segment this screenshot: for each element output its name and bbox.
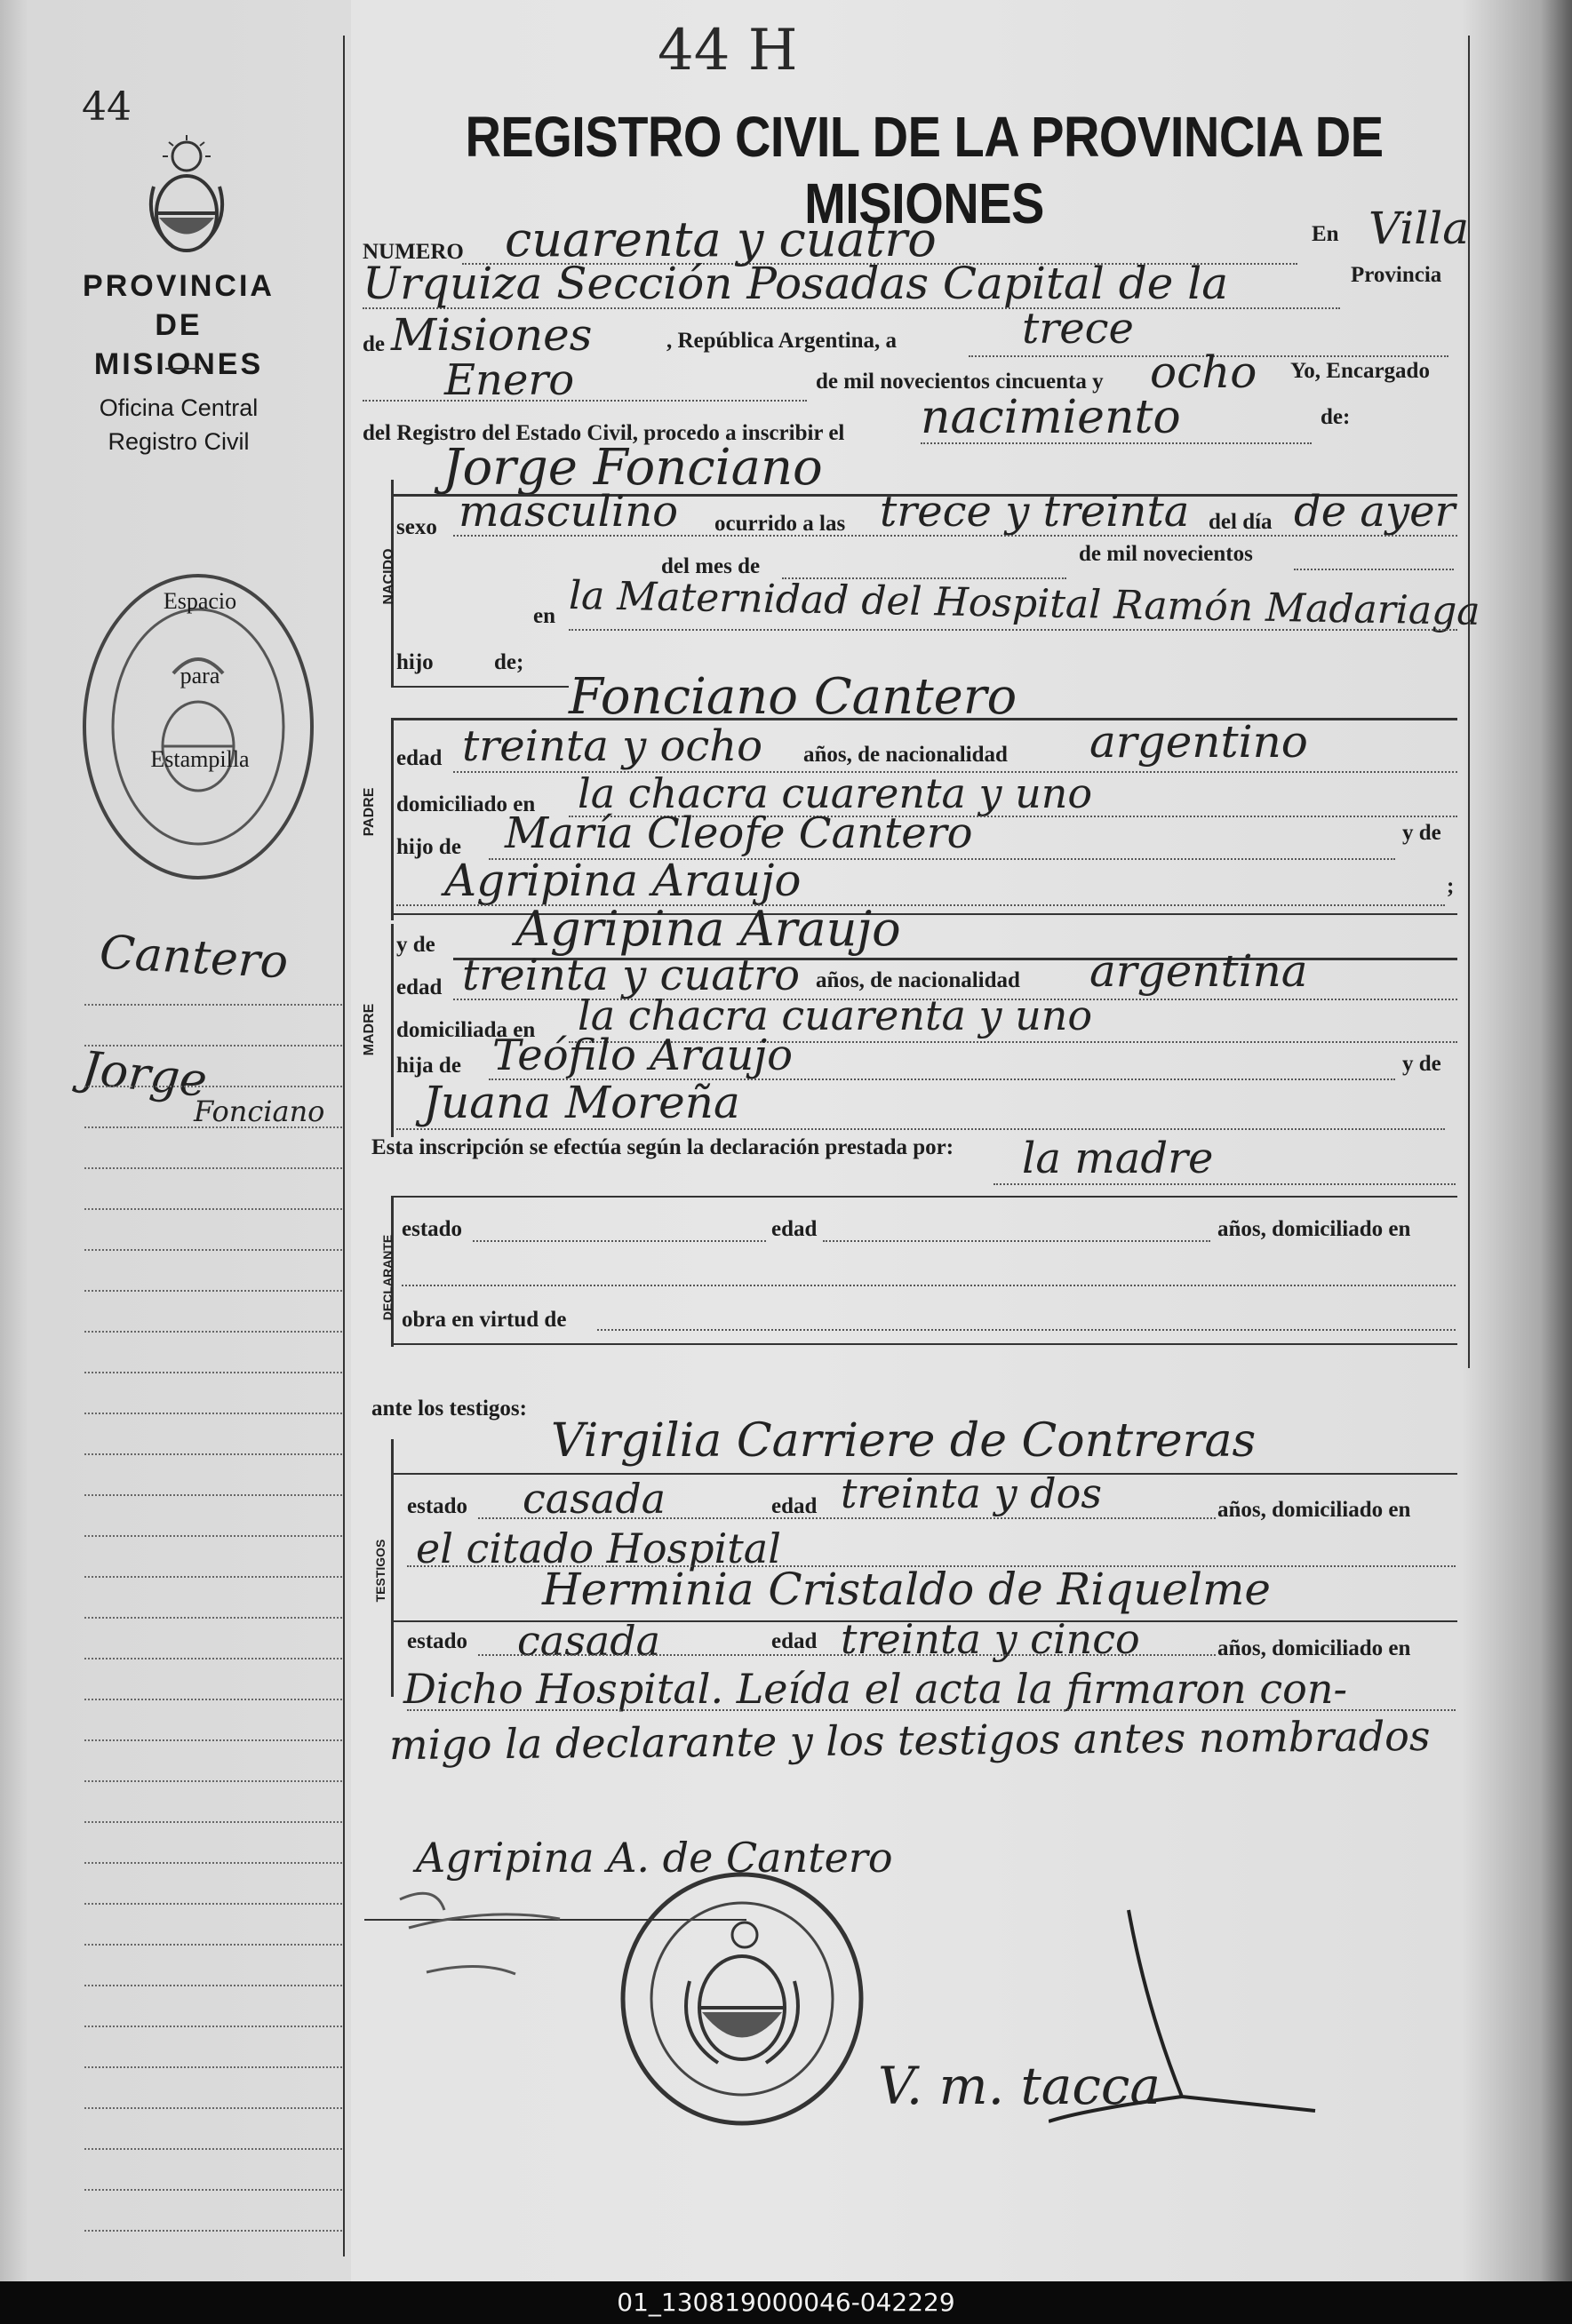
stub-ruled-line: [84, 1903, 342, 1905]
day-value: trece: [1022, 304, 1134, 354]
declarante-edad-dotline: [823, 1240, 1210, 1242]
file-id-footer: 01_130819000046-042229: [0, 2281, 1572, 2324]
declarante-side-label: DECLARANTE: [380, 1234, 395, 1321]
padre-name: Fonciano Cantero: [569, 668, 1017, 726]
place-value: la Maternidad del Hospital Ramón Madariaga: [568, 573, 1480, 634]
declarante-edad-label: edad: [771, 1217, 818, 1241]
madre-nac-label: años, de nacionalidad: [816, 968, 1020, 992]
stub-province-name: PROVINCIA DE MISIONES: [83, 269, 275, 381]
en-label: En: [1312, 222, 1339, 246]
testigos-bracket: [391, 1439, 394, 1697]
padre-nac-value: argentino: [1089, 716, 1308, 768]
signature-declarante: Agripina A. de Cantero: [416, 1834, 893, 1882]
hora-value: trece y treinta: [880, 487, 1190, 537]
act-value: nacimiento: [921, 391, 1181, 444]
declarante-by: la madre: [1022, 1134, 1214, 1183]
place-dotline: [569, 629, 1457, 631]
stub-ruled-line: [84, 2148, 342, 2150]
stub-note-middlename: Fonciano: [194, 1094, 325, 1128]
declarante-dom-dotline: [402, 1285, 1456, 1286]
stub-ruled-line: [84, 2107, 342, 2109]
padre-semicolon: ;: [1447, 874, 1455, 898]
act-dotline: [921, 442, 1312, 444]
novecientos-label: de mil novecientos: [1079, 542, 1253, 566]
stub-page-number: 44: [82, 84, 132, 130]
testigo2-edad-label: edad: [771, 1629, 818, 1653]
signature-officer: V. m. tacca: [878, 2056, 1161, 2116]
year-value: ocho: [1150, 346, 1257, 398]
novecientos-dotline: [1294, 569, 1454, 570]
nacido-side-label: NACIDO: [381, 548, 396, 605]
padre-side-label: PADRE: [362, 787, 377, 837]
stub-ruled-line: [84, 1249, 342, 1251]
numero-value: cuarenta y cuatro: [505, 211, 937, 267]
province-value: Misiones: [391, 309, 593, 361]
padre-dom-value: la chacra cuarenta y uno: [578, 769, 1093, 817]
stub-ruled-line: [84, 1658, 342, 1659]
stub-ruled-line: [84, 1944, 342, 1946]
padre-nac-label: años, de nacionalidad: [803, 743, 1008, 767]
stub-border: [343, 36, 345, 2256]
padre-dom-label: domiciliado en: [396, 792, 536, 816]
testigo1-estado-dotline: [478, 1517, 1216, 1519]
testigo1-dom: el citado Hospital: [416, 1524, 781, 1572]
stub-ruled-line: [84, 1780, 342, 1782]
encargado-label: Yo, Encargado: [1290, 359, 1430, 383]
declarante-estado-label: estado: [402, 1217, 463, 1241]
madre-dom-value: la chacra cuarenta y uno: [578, 991, 1093, 1039]
stub-ruled-line: [84, 1167, 342, 1169]
stub-ruled-line: [84, 1453, 342, 1455]
madre-yde-label: y de: [396, 933, 435, 957]
madre-mother-value: Juana Moreña: [423, 1077, 740, 1128]
stub-divider: [165, 368, 201, 370]
stub-ruled-line: [84, 1699, 342, 1700]
stub-ruled-line: [84, 2066, 342, 2068]
padre-hijo-label: hijo de: [396, 835, 461, 859]
ocurrido-label: ocurrido a las: [714, 512, 846, 536]
testigo2-estado: casada: [517, 1617, 661, 1665]
testigo2-name: Herminia Cristaldo de Riquelme: [542, 1564, 1272, 1615]
stub-ruled-line: [84, 1535, 342, 1537]
declarante-intro: Esta inscripción se efectúa según la declaración prestada por:: [371, 1135, 954, 1159]
sexo-label: sexo: [396, 515, 437, 539]
madre-yde2-label: y de: [1402, 1052, 1441, 1076]
provincia-label: Provincia: [1351, 263, 1442, 287]
declarante-obra-label: obra en virtud de: [402, 1308, 567, 1332]
padre-bracket: [391, 718, 394, 920]
location-value: Urquiza Sección Posadas Capital de la: [363, 258, 1229, 309]
hijo-label: hijo: [396, 650, 434, 674]
testigo2-estado-dotline: [478, 1654, 1216, 1656]
signature-scribble: [382, 1874, 631, 2008]
registro-label: del Registro del Estado Civil, procedo a inscribir el: [363, 421, 845, 445]
de-colon-label: de:: [1321, 405, 1351, 429]
stub-ruled-line: [84, 1045, 342, 1047]
stub-ruled-line: [84, 1821, 342, 1823]
stub-ruled-line: [84, 1739, 342, 1741]
madre-bracket: [391, 924, 394, 1137]
padre-edad-label: edad: [396, 746, 443, 770]
stub-ruled-line: [84, 1494, 342, 1496]
stub-ruled-line: [84, 1086, 342, 1087]
declarante-estado-dotline: [473, 1240, 766, 1242]
stub-ruled-line: [84, 2026, 342, 2027]
hijo-rule: [391, 686, 569, 688]
testigo1-anos-label: años, domiciliado en: [1217, 1498, 1411, 1522]
stub-ruled-line: [84, 1126, 342, 1128]
padre-mother-value: Agripina Araujo: [444, 855, 802, 906]
stub-ruled-line: [84, 1413, 342, 1414]
testigos-closing: migo la declarante y los testigos antes nombrados: [388, 1711, 1431, 1770]
month-dotline: [363, 400, 807, 402]
stub-note-firstname: Jorge: [79, 1041, 210, 1109]
de-label: de: [363, 332, 385, 356]
stub-ruled-line: [84, 2230, 342, 2232]
numero-label: NUMERO: [363, 240, 464, 264]
dia-value: de ayer: [1294, 487, 1456, 537]
stub-ruled-line: [84, 1290, 342, 1292]
declarante-bottom-rule: [391, 1343, 1457, 1345]
stub-ruled-line: [84, 1617, 342, 1619]
madre-edad-label: edad: [396, 975, 443, 999]
nacido-name: Jorge Fonciano: [443, 439, 823, 497]
declarante-by-dotline: [993, 1183, 1456, 1185]
sexo-dotline: [453, 535, 1457, 537]
en-place-label: en: [533, 604, 555, 628]
stub-note-surname: Cantero: [98, 926, 290, 990]
coat-of-arms-icon: [147, 133, 227, 258]
en-value: Villa: [1369, 203, 1470, 254]
sexo-value: masculino: [459, 487, 679, 537]
month-value: Enero: [444, 355, 575, 405]
testigo1-edad: treinta y dos: [841, 1469, 1102, 1517]
declarante-anos-label: años, domiciliado en: [1217, 1217, 1411, 1241]
testigo2-estado-label: estado: [407, 1629, 468, 1653]
stub-ruled-line: [84, 1985, 342, 1986]
mes-label: del mes de: [661, 554, 761, 578]
madre-name: Agripina Araujo: [515, 901, 901, 957]
madre-hija-label: hija de: [396, 1054, 461, 1078]
madre-dom-label: domiciliada en: [396, 1018, 536, 1042]
testigo2-edad: treinta y cinco: [841, 1615, 1140, 1663]
declarante-top-rule: [391, 1196, 1457, 1198]
stub-ruled-line: [84, 2189, 342, 2191]
padre-yde-label: y de: [1402, 821, 1441, 845]
padre-father-value: María Cleofe Cantero: [505, 808, 973, 858]
hijo-suffix: de;: [494, 650, 524, 674]
testigo1-name: Virgilia Carriere de Contreras: [551, 1414, 1257, 1468]
madre-father-value: Teófilo Araujo: [492, 1031, 794, 1080]
anno-label: de mil novecientos cincuenta y: [816, 370, 1104, 394]
stub-ruled-line: [84, 1862, 342, 1864]
stub-ruled-line: [84, 1372, 342, 1373]
stub-ruled-line: [84, 1004, 342, 1006]
stamp-area-label: Espacio para Estampilla: [150, 588, 250, 772]
testigo1-estado-label: estado: [407, 1494, 468, 1518]
officer-signature-flourish: [1049, 1901, 1342, 2132]
testigo1-estado: casada: [523, 1475, 666, 1523]
madre-edad-value: treinta y cuatro: [462, 951, 800, 1000]
testigo2-anos-label: años, domiciliado en: [1217, 1636, 1411, 1660]
madre-mother-dotline: [396, 1128, 1445, 1130]
declarante-obra-dotline: [597, 1329, 1456, 1331]
top-number: 44 H: [658, 18, 798, 84]
stub-office: Oficina Central Registro Civil: [99, 394, 259, 455]
testigo2-dom-dotline: [407, 1709, 1456, 1711]
stub-ruled-line: [84, 1576, 342, 1578]
madre-nac-value: argentina: [1089, 945, 1308, 997]
republica-label: , República Argentina, a: [666, 329, 898, 353]
stub-ruled-line: [84, 1331, 342, 1333]
testigo1-edad-label: edad: [771, 1494, 818, 1518]
register-title: REGISTRO CIVIL DE LA PROVINCIA DE MISIONES: [465, 104, 1384, 235]
testigo2-dom: Dicho Hospital. Leída el acta la firmaron con-: [403, 1665, 1348, 1713]
testigos-side-label: TESTIGOS: [373, 1539, 387, 1603]
madre-side-label: MADRE: [362, 1003, 377, 1056]
testigos-intro: ante los testigos:: [371, 1397, 527, 1421]
office-seal-stamp: [613, 1866, 871, 2132]
stub-ruled-line: [84, 1208, 342, 1210]
padre-edad-value: treinta y ocho: [462, 721, 763, 771]
dia-label: del día: [1209, 510, 1273, 534]
